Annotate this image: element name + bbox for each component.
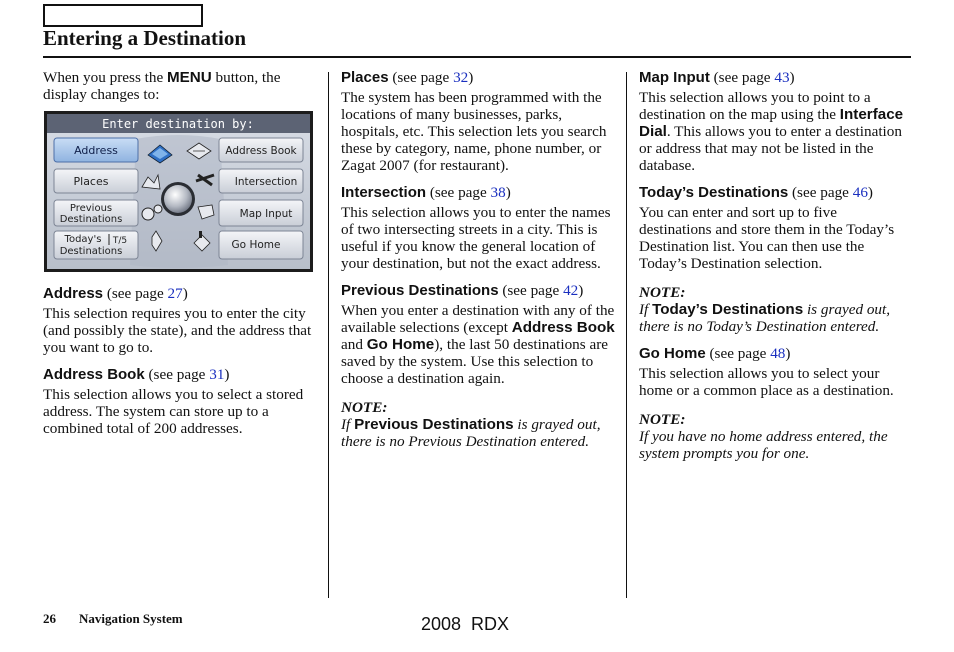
screen-previous-destinations-button[interactable] bbox=[54, 200, 138, 226]
footer-model: 2008 RDX bbox=[421, 614, 510, 634]
svg-text:Destinations: Destinations bbox=[59, 246, 123, 257]
previous-note-label: NOTE: bbox=[341, 399, 388, 416]
column-divider-2 bbox=[626, 72, 627, 598]
screen-title: Enter destination by: bbox=[102, 117, 254, 131]
map-input-page-link[interactable]: 43 bbox=[774, 69, 790, 86]
go-home-page-link[interactable]: 48 bbox=[770, 345, 786, 362]
address-heading: Address (see page 27) bbox=[43, 285, 188, 302]
go-home-body: This selection allows you to select your home or a common place as a destination. bbox=[639, 365, 894, 399]
svg-text:Previous: Previous bbox=[69, 203, 113, 214]
intersection-page-link[interactable]: 38 bbox=[490, 184, 506, 201]
address-book-page-link[interactable]: 31 bbox=[209, 366, 225, 383]
go-home-note-body: If you have no home address entered, the system prompts you for one. bbox=[639, 428, 888, 462]
todays-destinations-body: You can enter and sort up to five destinations and store them in the Today’s Destination list. You can then use the Today’s Destination selection. bbox=[639, 204, 895, 272]
address-page-link[interactable]: 27 bbox=[167, 285, 183, 302]
previous-destinations-body: When you enter a destination with any of the available selections (except Address Book and Go Home), the last 50 destinations are saved by the system. Use this selection to choose a destination again. bbox=[341, 302, 615, 387]
column-1 bbox=[43, 69, 315, 103]
interface-dial-icon bbox=[161, 182, 195, 216]
page-number: 26 bbox=[43, 611, 56, 626]
go-home-heading: Go Home (see page 48) bbox=[639, 345, 791, 362]
previous-note-body: If Previous Destinations is grayed out, there is no Previous Destination entered. bbox=[341, 416, 601, 450]
intro-text: When you press the MENU button, the display changes to: bbox=[43, 69, 281, 103]
todays-note-label: NOTE: bbox=[639, 284, 686, 301]
places-heading: Places (see page 32) bbox=[341, 69, 474, 86]
previous-destinations-page-link[interactable]: 42 bbox=[563, 282, 579, 299]
svg-text:Map Input: Map Input bbox=[239, 208, 293, 220]
screen-go-home-button[interactable] bbox=[219, 231, 303, 259]
svg-text:Address Book: Address Book bbox=[225, 145, 297, 157]
svg-text:Go Home: Go Home bbox=[231, 239, 281, 251]
svg-text:Address: Address bbox=[74, 144, 118, 157]
address-book-body: This selection allows you to select a stored address. The system can store up to a combined total of 200 addresses. bbox=[43, 386, 304, 437]
column-3 bbox=[639, 69, 911, 462]
todays-destinations-page-link[interactable]: 46 bbox=[852, 184, 868, 201]
todays-destinations-heading: Today’s Destinations (see page 46) bbox=[639, 184, 873, 201]
screen-intersection-button[interactable] bbox=[219, 169, 303, 193]
footer-section-title: Navigation System bbox=[79, 611, 183, 626]
svg-text:T/5: T/5 bbox=[112, 236, 128, 246]
screen-todays-destinations-button[interactable] bbox=[54, 231, 138, 259]
todays-note-body: If Today’s Destinations is grayed out, there is no Today’s Destination entered. bbox=[639, 301, 891, 335]
column-2 bbox=[341, 69, 615, 450]
column-1-lower bbox=[43, 285, 315, 437]
screen-places-button[interactable] bbox=[54, 169, 138, 193]
intersection-heading: Intersection (see page 38) bbox=[341, 184, 511, 201]
places-page-link[interactable]: 32 bbox=[453, 69, 469, 86]
header-tab-box bbox=[43, 4, 203, 27]
svg-text:Intersection: Intersection bbox=[234, 176, 298, 188]
places-body: The system has been programmed with the locations of many businesses, parks, hospitals, etc. This selection lets you search these by category, name, phone number, or Zagat 2007 (for restaurant). bbox=[341, 89, 607, 174]
map-input-body: This selection allows you to point to a destination on the map using the Interface Dial. This allows you to enter a destination or address that may not be listed in the database. bbox=[639, 89, 904, 174]
previous-destinations-heading: Previous Destinations (see page 42) bbox=[341, 282, 584, 299]
title-rule bbox=[43, 56, 911, 58]
svg-text:Places: Places bbox=[73, 175, 109, 188]
page-title: Entering a Destination bbox=[43, 26, 247, 50]
column-divider-1 bbox=[328, 72, 329, 598]
map-input-heading: Map Input (see page 43) bbox=[639, 69, 795, 86]
screen-address-button[interactable] bbox=[54, 138, 138, 162]
screen-map-input-button[interactable] bbox=[219, 200, 303, 226]
menu-button-ref: MENU bbox=[167, 69, 212, 86]
svg-text:Destinations: Destinations bbox=[59, 214, 123, 225]
address-body: This selection requires you to enter the city (and possibly the state), and the address that you want to go to. bbox=[43, 305, 312, 356]
go-home-note-label: NOTE: bbox=[639, 411, 686, 428]
enter-destination-screen bbox=[44, 111, 313, 272]
address-book-heading: Address Book (see page 31) bbox=[43, 366, 230, 383]
intersection-body: This selection allows you to enter the names of two intersecting streets in a city. This is useful if you know the general location of your destination, but not the exact address. bbox=[341, 204, 611, 272]
screen-address-book-button[interactable] bbox=[219, 138, 303, 162]
svg-text:Today's: Today's bbox=[64, 234, 102, 245]
